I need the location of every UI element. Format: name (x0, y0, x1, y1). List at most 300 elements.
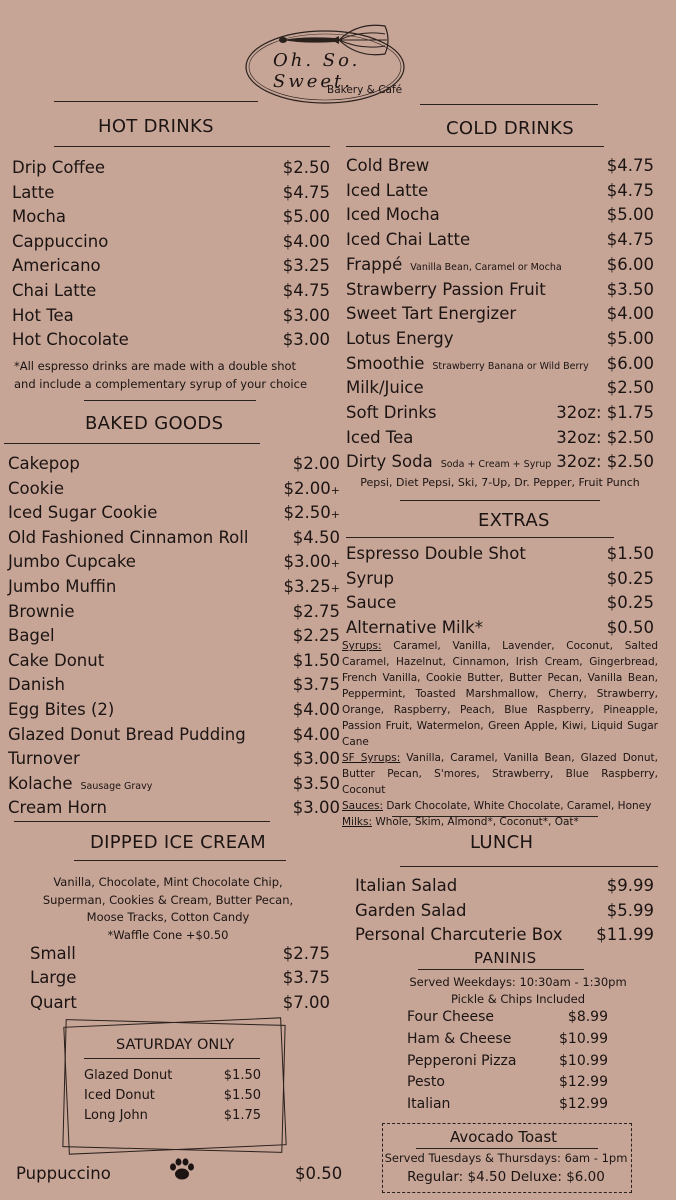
item-name (8, 479, 64, 498)
item-name (355, 876, 457, 895)
item-price (293, 528, 340, 547)
cold-rule-top (420, 104, 598, 105)
item-price (293, 725, 340, 744)
avocado-prices: Regular: $4.50 Deluxe: $6.00 (407, 1169, 605, 1185)
menu-item (8, 700, 340, 719)
item-label: Long John (84, 1107, 148, 1123)
item-label: Egg Bites (2) (8, 700, 115, 719)
price-value: 32oz: $2.50 (556, 452, 654, 472)
price-value: $10.99 (559, 1052, 608, 1069)
item-price (283, 993, 330, 1012)
cold-rule-bottom (346, 146, 604, 147)
price-value: $4.00 (292, 724, 340, 744)
item-label: Turnover (8, 749, 80, 769)
price-value: $5.00 (606, 205, 654, 225)
item-price (607, 181, 654, 200)
item-price (607, 304, 654, 323)
item-label: Pepperoni Pizza (407, 1052, 517, 1069)
item-label: Cream Horn (8, 798, 107, 818)
item-name (8, 577, 116, 596)
item-name (12, 207, 66, 226)
item-label: Latte (12, 182, 55, 202)
item-name (8, 528, 248, 547)
item-name (8, 749, 80, 768)
menu-item (346, 403, 654, 422)
avocado-toast-title: Avocado Toast (450, 1128, 558, 1146)
item-name (346, 181, 428, 200)
item-name (346, 304, 516, 323)
item-name (355, 925, 562, 944)
lunch-rule-bottom (400, 866, 658, 867)
item-label: Personal Charcuterie Box (355, 925, 563, 944)
menu-item (12, 306, 330, 325)
price-plus-mark: + (330, 483, 340, 497)
price-value: $2.50 (606, 378, 654, 398)
item-price (568, 1009, 608, 1025)
price-value: $1.50 (606, 544, 654, 563)
price-value: $1.50 (223, 1087, 261, 1103)
item-label: Old Fashioned Cinnamon Roll (8, 527, 249, 547)
price-value: $5.00 (606, 328, 654, 348)
menu-item (346, 255, 654, 274)
price-value: $5.00 (282, 207, 330, 227)
logo-subtitle: Bakery & Café (327, 84, 403, 96)
item-name (346, 544, 526, 563)
item-label: Syrup (346, 568, 394, 588)
price-value: $3.00 (283, 552, 331, 572)
item-name (12, 281, 96, 300)
menu-item (8, 651, 340, 670)
baked-rule-end (14, 821, 270, 822)
price-value: $12.99 (559, 1096, 608, 1113)
item-label: Americano (12, 256, 101, 276)
espresso-note: *All espresso drinks are made with a double shot and include a complementary syrup of your choice (14, 359, 308, 391)
menu-item (84, 1108, 261, 1123)
item-price (556, 452, 654, 471)
item-price (607, 544, 654, 563)
price-value: $2.00 (292, 454, 340, 473)
menu-item (346, 378, 654, 397)
paw-icon (168, 1157, 196, 1181)
price-value: $3.75 (282, 968, 330, 988)
item-description: Vanilla Bean, Caramel or Mocha (410, 261, 562, 273)
menu-item (346, 304, 654, 323)
item-name (346, 593, 396, 612)
menu-item (30, 968, 330, 987)
item-price (224, 1088, 261, 1103)
item-name (346, 569, 394, 588)
paninis-included: Pickle & Chips Included (450, 992, 586, 1006)
dipped-ice-cream-title: DIPPED ICE CREAM (90, 832, 266, 853)
item-label: Lotus Energy (346, 328, 454, 348)
price-value: $4.75 (282, 182, 330, 202)
menu-item (8, 749, 340, 768)
price-value: $9.99 (606, 876, 654, 895)
menu-item (12, 183, 330, 202)
item-name (346, 378, 424, 397)
item-label: Hot Tea (12, 305, 74, 325)
item-label: Glazed Donut Bread Pudding (8, 724, 246, 744)
item-price (607, 156, 654, 175)
item-description: Soda + Cream + Syrup (440, 459, 552, 471)
logo-script-text: Oh. So. Sweet. (273, 50, 361, 92)
item-name (8, 798, 107, 817)
item-name (407, 1074, 445, 1090)
item-name (346, 452, 551, 471)
item-label: Glazed Donut (84, 1068, 173, 1083)
menu-item (407, 1053, 608, 1069)
price-value: $12.99 (559, 1074, 608, 1091)
item-name (407, 1053, 516, 1069)
item-price (607, 378, 654, 397)
item-label: Small (30, 944, 76, 963)
price-value: $7.00 (282, 992, 330, 1012)
price-value: 32oz: $1.75 (556, 403, 654, 422)
item-name (8, 651, 104, 670)
menu-item (346, 230, 654, 249)
price-plus-mark: + (330, 508, 340, 522)
item-name (30, 993, 77, 1012)
lunch-rule-top (392, 816, 598, 817)
extras-title: EXTRAS (478, 510, 550, 531)
item-name (8, 602, 75, 621)
item-name (12, 256, 101, 275)
item-name (8, 454, 80, 473)
item-name (84, 1088, 155, 1103)
item-price (607, 230, 654, 249)
item-name (8, 552, 136, 571)
item-label: Frappé (346, 254, 403, 274)
item-label: Soft Drinks (346, 403, 437, 422)
item-price (559, 1096, 608, 1112)
menu-item (8, 626, 340, 645)
menu-item (346, 280, 654, 299)
cold-drinks-title: COLD DRINKS (446, 118, 575, 139)
item-name (346, 428, 413, 447)
item-price (607, 618, 654, 637)
item-label: Iced Chai Latte (346, 230, 471, 250)
item-label: Cookie (8, 478, 65, 498)
price-value: $3.50 (606, 279, 654, 299)
item-price (224, 1068, 261, 1083)
paninis-title: PANINIS (474, 949, 537, 967)
sf-syrups-line: SF Syrups: Vanilla, Caramel, Vanilla Bean, Glazed Donut, Butter Pecan, S'mores, Strawberry, Blue Raspberry, Coconut (342, 752, 658, 796)
item-label: Cakepop (8, 454, 80, 473)
menu-item (8, 528, 340, 547)
item-name (8, 503, 157, 522)
menu-item (84, 1068, 261, 1083)
price-value: $3.50 (292, 773, 340, 793)
item-name (407, 1009, 494, 1025)
item-name (8, 675, 65, 694)
item-price (607, 876, 654, 895)
item-label: Danish (8, 675, 65, 695)
item-name (8, 626, 55, 645)
menu-item (346, 205, 654, 224)
item-price (283, 232, 330, 251)
menu-item (8, 798, 340, 817)
price-value: $4.00 (282, 231, 330, 251)
menu-item (346, 354, 654, 373)
puppuccino-price: $0.50 (295, 1164, 343, 1183)
item-name (407, 1031, 511, 1047)
price-value: $3.00 (292, 798, 340, 818)
item-price (293, 700, 340, 719)
item-name (84, 1068, 172, 1083)
item-label: Hot Chocolate (12, 330, 129, 350)
item-name (8, 774, 152, 793)
price-value: $6.00 (606, 353, 654, 373)
price-value: $1.50 (292, 650, 340, 670)
item-label: Large (30, 968, 77, 988)
extras-rule-bottom (346, 537, 614, 538)
item-price (293, 602, 340, 621)
menu-item (12, 256, 330, 275)
menu-item (407, 1074, 608, 1090)
syrups-line: Syrups: Caramel, Vanilla, Lavender, Coconut, Salted Caramel, Hazelnut, Cinnamon, Irish Cream, Gingerbread, French Vanilla, Cookie Butter, Butter Pecan, Vanilla Bean, Peppermint, Toasted Marshmallow, Cherry, Strawberry, Orange, Raspberry, Peach, Blue Raspberry, Pineapple, Passion Fruit, Watermelon, Green Apple, Kiwi, Liquid Sugar Cane (342, 640, 658, 748)
price-value: $2.75 (292, 601, 340, 621)
item-name (355, 901, 466, 920)
item-label: Garden Salad (355, 900, 467, 920)
hot-rule-bottom (54, 146, 330, 147)
item-label: Mocha (12, 207, 66, 227)
item-name (346, 403, 436, 422)
saturday-rule (84, 1058, 260, 1059)
item-name (346, 329, 454, 348)
item-price (293, 749, 340, 768)
price-value: $0.50 (606, 617, 654, 637)
menu-item (407, 1009, 608, 1025)
item-price (607, 255, 654, 274)
item-name (346, 156, 429, 175)
item-label: Brownie (8, 601, 75, 621)
item-description: Sausage Gravy (80, 780, 153, 792)
item-price (284, 552, 340, 571)
item-price (283, 158, 330, 177)
menu-item (12, 207, 330, 226)
price-value: $2.50 (282, 158, 330, 177)
menu-item (8, 503, 340, 522)
item-label: Espresso Double Shot (346, 544, 526, 563)
item-label: Drip Coffee (12, 158, 106, 177)
avocado-rule (416, 1148, 598, 1149)
menu-item (30, 944, 330, 963)
price-value: $4.75 (282, 281, 330, 300)
menu-item (346, 329, 654, 348)
saturday-only-title: SATURDAY ONLY (116, 1037, 235, 1053)
item-price (607, 205, 654, 224)
item-price (607, 569, 654, 588)
price-value: $3.00 (282, 330, 330, 350)
menu-item (346, 452, 654, 471)
item-price (284, 479, 340, 498)
price-value: $4.50 (292, 527, 340, 547)
dipped-rule (74, 860, 286, 861)
item-price (283, 207, 330, 226)
item-name (30, 968, 76, 987)
sauces-line: Sauces: Dark Chocolate, White Chocolate, Caramel, Honey (342, 800, 652, 812)
item-label: Bagel (8, 626, 55, 646)
item-price (293, 651, 340, 670)
avocado-served: Served Tuesdays & Thursdays: 6am - 1pm (384, 1151, 628, 1165)
menu-item (355, 925, 654, 944)
price-value: $4.75 (606, 180, 654, 200)
item-price (283, 183, 330, 202)
item-label: Italian Salad (355, 876, 458, 895)
item-name (407, 1096, 450, 1112)
menu-item (407, 1096, 608, 1112)
item-price (596, 925, 654, 944)
item-price (293, 626, 340, 645)
item-price (283, 306, 330, 325)
item-label: Sweet Tart Energizer (346, 304, 517, 324)
item-label: Strawberry Passion Fruit (346, 279, 546, 299)
price-value: $2.75 (282, 944, 330, 963)
price-value: $1.75 (223, 1107, 261, 1123)
item-price (283, 944, 330, 963)
item-name (30, 944, 76, 963)
menu-item (8, 479, 340, 498)
item-price (293, 798, 340, 817)
item-price (607, 354, 654, 373)
price-value: $3.25 (282, 256, 330, 276)
menu-item (8, 552, 340, 571)
price-value: 32oz: $2.50 (556, 427, 654, 447)
menu-item (8, 774, 340, 793)
menu-item (12, 330, 330, 349)
item-label: Iced Sugar Cookie (8, 503, 158, 523)
item-label: Iced Donut (84, 1087, 155, 1103)
item-price (283, 281, 330, 300)
item-price (283, 330, 330, 349)
price-plus-mark: + (330, 557, 340, 571)
item-price (293, 454, 340, 473)
item-label: Italian (407, 1096, 451, 1113)
price-value: $0.25 (606, 593, 654, 613)
item-label: Iced Tea (346, 427, 414, 447)
menu-item (346, 593, 654, 612)
item-price (293, 774, 340, 793)
hot-drinks-title: HOT DRINKS (98, 116, 214, 137)
item-label: Chai Latte (12, 281, 97, 300)
item-name (12, 306, 74, 325)
menu-item (12, 281, 330, 300)
item-label: Jumbo Cupcake (8, 552, 136, 572)
menu-item (8, 577, 340, 596)
menu-item (346, 181, 654, 200)
item-label: Quart (30, 992, 77, 1012)
item-name (12, 183, 54, 202)
price-value: $4.75 (606, 230, 654, 250)
price-plus-mark: + (330, 582, 340, 595)
menu-item (346, 544, 654, 563)
item-name (12, 158, 105, 177)
item-label: Cold Brew (346, 156, 430, 175)
item-name (346, 280, 546, 299)
price-value: $3.75 (292, 675, 340, 695)
menu-item (8, 602, 340, 621)
item-label: Cake Donut (8, 650, 105, 670)
menu-item (355, 876, 654, 895)
item-name (346, 354, 589, 373)
item-label: Pesto (407, 1074, 445, 1091)
item-price (607, 280, 654, 299)
price-value: $1.50 (223, 1068, 261, 1083)
puppuccino-label: Puppuccino (16, 1164, 111, 1183)
item-label: Ham & Cheese (407, 1030, 512, 1047)
price-value: $6.00 (606, 254, 654, 274)
item-label: Four Cheese (407, 1009, 494, 1025)
item-label: Iced Mocha (346, 205, 440, 225)
item-name (8, 725, 246, 744)
item-name (346, 205, 440, 224)
item-name (346, 618, 483, 637)
item-price (559, 1053, 608, 1069)
item-name (12, 232, 108, 251)
menu-item (84, 1088, 261, 1103)
menu-item (346, 618, 654, 637)
price-value: $8.99 (567, 1009, 608, 1025)
item-price (607, 329, 654, 348)
extras-options (342, 638, 658, 830)
price-value: $11.99 (596, 925, 654, 944)
extras-rule-top (400, 500, 600, 501)
menu-item (30, 993, 330, 1012)
logo (243, 12, 408, 104)
baked-rule-bottom (4, 443, 260, 444)
item-name (12, 330, 129, 349)
item-price (284, 577, 340, 596)
item-price (283, 968, 330, 987)
item-price (607, 593, 654, 612)
item-price (284, 503, 340, 522)
item-price (283, 256, 330, 275)
lunch-title: LUNCH (470, 832, 534, 853)
menu-item (12, 158, 330, 177)
item-price (293, 675, 340, 694)
item-name (8, 700, 114, 719)
price-value: $4.75 (606, 156, 654, 175)
item-price (607, 901, 654, 920)
item-price (559, 1031, 608, 1047)
price-value: $4.00 (292, 700, 340, 719)
item-name (346, 230, 470, 249)
item-label: Smoothie (346, 353, 425, 373)
item-label: Dirty Soda (346, 452, 433, 472)
item-label: Iced Latte (346, 180, 429, 200)
paninis-rule (418, 969, 584, 970)
item-name (346, 255, 562, 274)
item-label: Jumbo Muffin (8, 577, 117, 596)
menu-item (355, 901, 654, 920)
item-price (224, 1108, 261, 1123)
item-label: Cappuccino (12, 231, 109, 251)
baked-goods-title: BAKED GOODS (85, 413, 224, 434)
price-value: $2.50 (283, 503, 331, 523)
price-value: $5.99 (606, 900, 654, 920)
menu-item (12, 232, 330, 251)
price-value: $0.25 (606, 568, 654, 588)
price-value: $10.99 (559, 1030, 608, 1047)
menu-item (346, 569, 654, 588)
menu-item (407, 1031, 608, 1047)
milks-line: Milks: Whole, Skim, Almond*, Coconut*, Oat* (342, 816, 579, 828)
item-price (556, 403, 654, 422)
price-value: $4.00 (606, 304, 654, 324)
item-price (556, 428, 654, 447)
item-label: Alternative Milk* (346, 617, 483, 637)
price-value: $3.00 (292, 749, 340, 769)
